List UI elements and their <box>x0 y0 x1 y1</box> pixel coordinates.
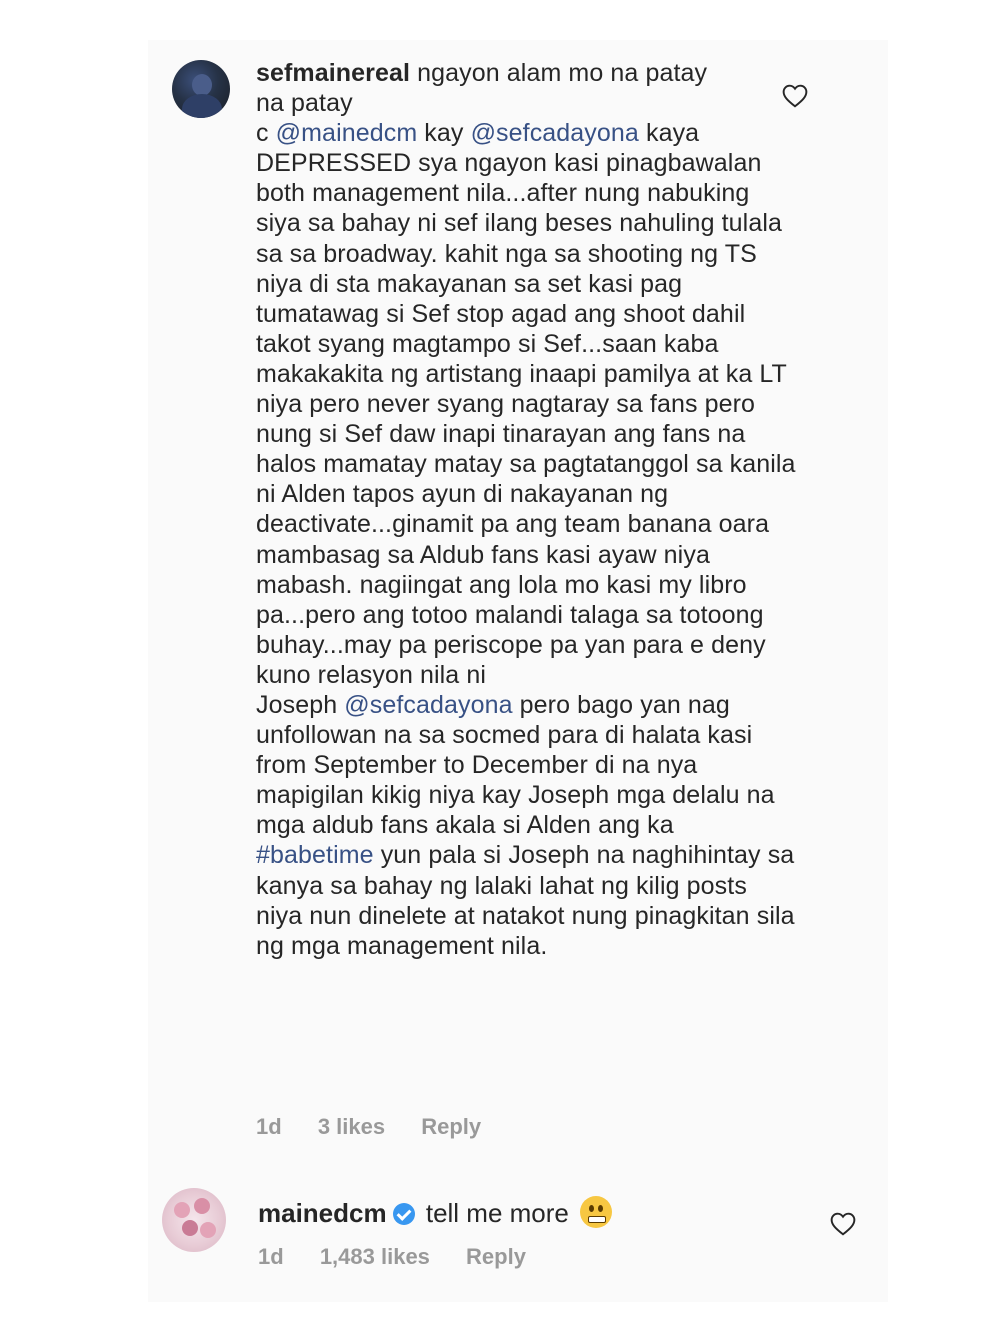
comment-text-segment: kay <box>417 119 471 148</box>
comment-text-line-2: na patay <box>256 89 353 118</box>
comment-meta <box>256 1114 511 1140</box>
comment-time: 1d <box>256 1114 282 1139</box>
heart-outline-icon[interactable] <box>830 1212 856 1236</box>
comment-text-segment: Joseph <box>256 690 345 719</box>
reply-button[interactable]: Reply <box>466 1244 526 1269</box>
mention-link[interactable]: @sefcadayona <box>470 119 639 148</box>
comment-text-segment: c <box>256 119 276 148</box>
comment-paragraph-2 <box>256 690 796 961</box>
reply-button[interactable]: Reply <box>421 1114 482 1139</box>
comment-first-line <box>256 58 796 88</box>
comment-text-segment: kaya DEPRESSED sya ngayon kasi pinagbawalan both management nila...after nung nabuking siya sa bahay ni sef ilang beses nahuling tulala sa sa broadway. kahit nga sa shooting ng TS niya di sta makayanan sa set kasi pag tumatawag si Sef stop agad ang shoot dahil takot syang magtampo si Sef...saan kaba makakakita ng artistang inaapi pamilya at ka LT niya pero never syang nagtaray sa fans pero nung si Sef daw inapi tinarayan ang fans na halos mamatay matay sa pagtatanggol sa kanila ni Alden tapos ayun di nakayanan ng deactivate...ginamit pa ang team banana oara mambasag sa Aldub fans kasi ayaw niya mabash. nagiingat ang lola mo kasi my libro pa...pero ang totoo malandi talaga sa totoong buhay...may pa periscope pa yan para e deny kuno relasyon nila ni <box>256 119 796 689</box>
username-link[interactable]: sefmainereal <box>256 59 411 87</box>
comment-body <box>258 1196 818 1229</box>
mention-link[interactable]: @mainedcm <box>275 119 418 148</box>
grimacing-emoji-icon <box>580 1196 612 1228</box>
comment-text: tell me more <box>425 1198 569 1228</box>
comment-time: 1d <box>258 1244 284 1269</box>
comment-text-segment: yun pala si Joseph na naghihintay sa kanya sa bahay ng lalaki lahat ng kilig posts niya nun dinelete at natakot nung pinagkitan sila ng mga management nila. <box>256 841 795 960</box>
comment-text-segment: pero bago yan nag unfollowan na sa socmed para di halata kasi from September to December di na nya mapigilan kikig niya kay Joseph mga delalu na mga aldub fans akala si Alden ang ka <box>256 690 775 840</box>
comment-paragraph-1 <box>256 118 796 690</box>
comment-text-line-1: ngayon alam mo na patay <box>417 59 708 87</box>
hashtag-link[interactable]: #babetime <box>256 841 374 870</box>
mention-link[interactable]: @sefcadayona <box>344 690 513 719</box>
username-link[interactable]: mainedcm <box>258 1198 387 1228</box>
avatar[interactable] <box>172 60 230 118</box>
likes-count-link[interactable]: 1,483 likes <box>319 1244 430 1269</box>
verified-badge-icon <box>393 1203 415 1225</box>
heart-outline-icon[interactable] <box>782 84 808 108</box>
comment-meta <box>258 1244 556 1270</box>
avatar[interactable] <box>162 1188 226 1252</box>
comment-body <box>256 58 796 961</box>
likes-count-link[interactable]: 3 likes <box>317 1114 386 1139</box>
